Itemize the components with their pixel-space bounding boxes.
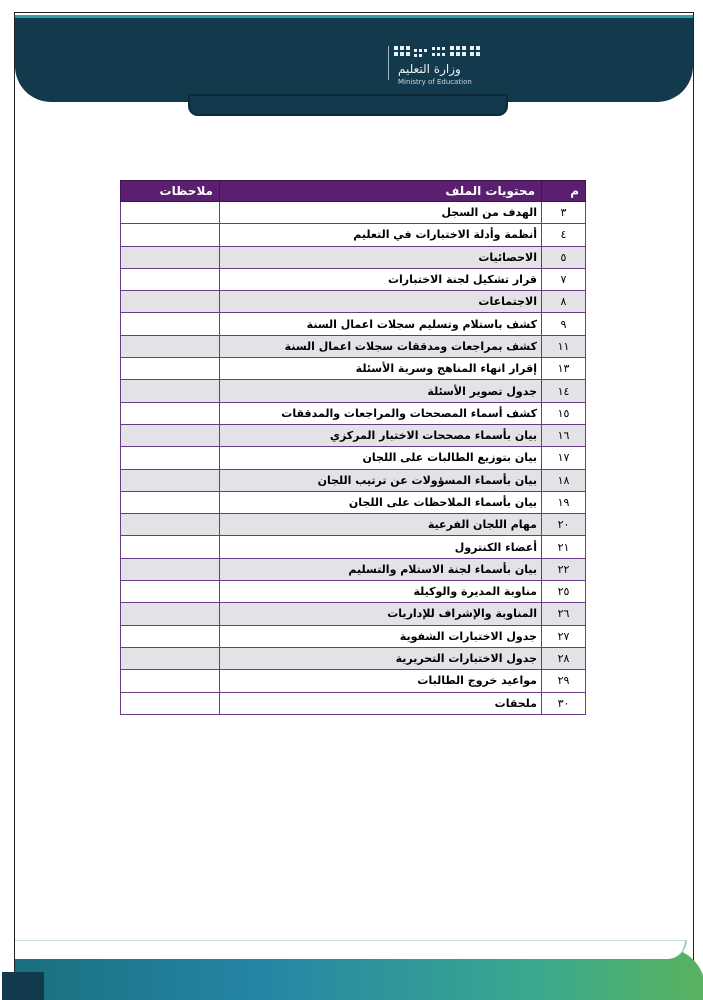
row-title: أنظمة وأدلة الاختبارات في التعليم [220,224,542,246]
table-row [121,224,586,246]
page-number-tab [2,972,44,1000]
row-number: ١١ [542,335,586,357]
row-title: مناوبة المديرة والوكيلة [220,581,542,603]
table-row [121,647,586,669]
table-row [121,424,586,446]
row-notes [121,469,220,491]
row-number: ١٧ [542,447,586,469]
ministry-logo-icon [392,44,488,62]
header-title-tab [188,94,508,116]
row-title: مواعيد خروج الطالبات [220,670,542,692]
logo-divider [388,46,389,80]
row-number: ٧ [542,268,586,290]
row-notes [121,447,220,469]
row-number: ٥ [542,246,586,268]
table-row [121,268,586,290]
row-notes [121,335,220,357]
header-contents: محتويات الملف [220,181,542,202]
row-number: ١٣ [542,358,586,380]
row-notes [121,692,220,714]
row-title: جدول الاختبارات التحريرية [220,647,542,669]
table-row [121,603,586,625]
row-number: ١٨ [542,469,586,491]
row-title: بيان بأسماء لجنة الاستلام والتسليم [220,558,542,580]
table-row [121,558,586,580]
row-title: بيان بأسماء المسؤولات عن ترتيب اللجان [220,469,542,491]
row-notes [121,536,220,558]
contents-table [120,180,586,715]
table-row [121,514,586,536]
table-row [121,380,586,402]
row-title: جدول تصوير الأسئلة [220,380,542,402]
row-title: أعضاء الكنترول [220,536,542,558]
row-notes [121,202,220,224]
row-title: بيان بتوزيع الطالبات على اللجان [220,447,542,469]
row-notes [121,380,220,402]
row-number: ٢٨ [542,647,586,669]
row-notes [121,291,220,313]
row-notes [121,514,220,536]
table-row [121,447,586,469]
row-title: جدول الاختبارات الشفوية [220,625,542,647]
row-notes [121,491,220,513]
table-row [121,581,586,603]
table-header-row [121,181,586,202]
ministry-logo [392,44,492,90]
table-row [121,625,586,647]
row-number: ٨ [542,291,586,313]
row-title: إقرار انهاء المناهج وسرية الأسئلة [220,358,542,380]
row-notes [121,358,220,380]
row-number: ١٩ [542,491,586,513]
row-number: ٢١ [542,536,586,558]
row-title: مهام اللجان الفرعية [220,514,542,536]
row-number: ١٤ [542,380,586,402]
ministry-name-english: Ministry of Education [398,78,472,86]
row-number: ٢٠ [542,514,586,536]
row-notes [121,268,220,290]
header-banner [15,18,693,102]
row-notes [121,625,220,647]
row-title: بيان بأسماء الملاحظات على اللجان [220,491,542,513]
row-number: ٣٠ [542,692,586,714]
row-title: الهدف من السجل [220,202,542,224]
row-notes [121,246,220,268]
row-number: ١٥ [542,402,586,424]
row-number: ١٦ [542,424,586,446]
table-row [121,335,586,357]
row-notes [121,647,220,669]
row-notes [121,424,220,446]
table-row [121,491,586,513]
row-notes [121,581,220,603]
row-title: المناوبة والإشراف للإداريات [220,603,542,625]
row-notes [121,402,220,424]
table-row [121,670,586,692]
table-row [121,692,586,714]
table-row [121,402,586,424]
row-title: قرار تشكيل لجنة الاختبارات [220,268,542,290]
table-row [121,536,586,558]
row-notes [121,603,220,625]
table-row [121,246,586,268]
row-title: كشف باستلام وتسليم سجلات اعمال السنة [220,313,542,335]
table-row [121,358,586,380]
row-title: كشف بمراجعات ومدققات سجلات اعمال السنة [220,335,542,357]
row-number: ٢٩ [542,670,586,692]
row-number: ٢٧ [542,625,586,647]
table-row [121,291,586,313]
row-number: ٩ [542,313,586,335]
table-row [121,202,586,224]
row-notes [121,558,220,580]
row-title: كشف أسماء المصححات والمراجعات والمدققات [220,402,542,424]
header-number: م [542,181,586,202]
row-title: الاحصائيات [220,246,542,268]
ministry-name-arabic: وزارة التعليم [398,62,461,76]
row-number: ٢٥ [542,581,586,603]
row-notes [121,670,220,692]
row-title: بيان بأسماء مصححات الاختبار المركزي [220,424,542,446]
header-notes: ملاحظات [121,181,220,202]
row-notes [121,313,220,335]
row-notes [121,224,220,246]
row-number: ٢٢ [542,558,586,580]
row-title: ملحقات [220,692,542,714]
row-title: الاجتماعات [220,291,542,313]
table-row [121,313,586,335]
row-number: ٤ [542,224,586,246]
row-number: ٢٦ [542,603,586,625]
footer-white-curve [15,940,687,959]
row-number: ٣ [542,202,586,224]
table-row [121,469,586,491]
